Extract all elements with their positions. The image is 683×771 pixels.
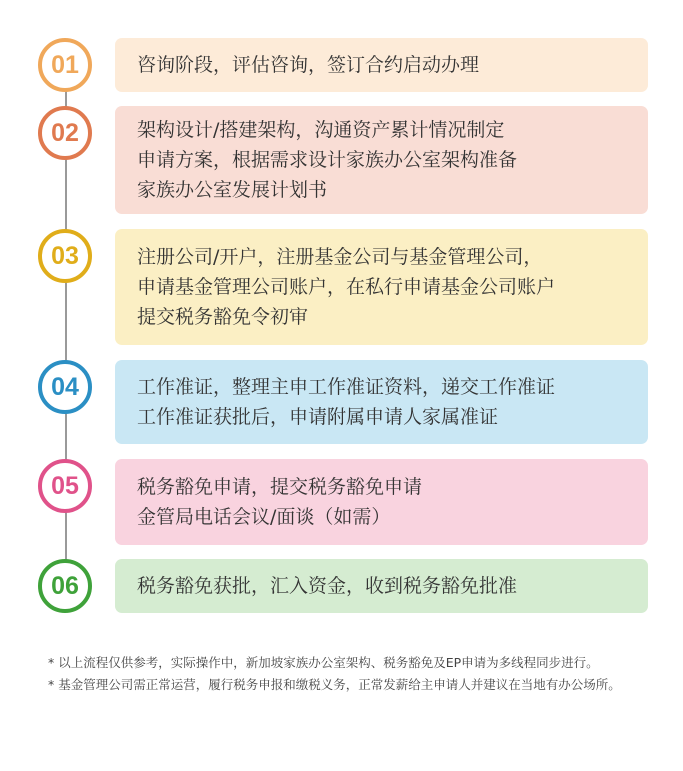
step-number-badge: 06 (38, 559, 92, 613)
step-card (115, 559, 648, 613)
step-text-line: 申请方案，根据需求设计家族办公室架构准备 (137, 149, 518, 171)
step-text-line: 税务豁免申请，提交税务豁免申请 (137, 476, 423, 498)
footnotes (48, 652, 648, 696)
step-text-line: 税务豁免获批，汇入资金，收到税务豁免批准 (137, 575, 518, 597)
step-card (115, 38, 648, 92)
step-text-line: 提交税务豁免令初审 (137, 306, 309, 328)
step-text-line: 家族办公室发展计划书 (137, 179, 328, 201)
step-text-line: 工作准证，整理主申工作准证资料，递交工作准证 (137, 376, 556, 398)
step-text-line: 架构设计/搭建架构，沟通资产累计情况制定 (137, 119, 505, 141)
step-text-line: 金管局电话会议/面谈（如需） (137, 506, 391, 528)
step-number-badge: 02 (38, 106, 92, 160)
step-number-badge: 01 (38, 38, 92, 92)
step-number-badge: 03 (38, 229, 92, 283)
step-card (115, 106, 648, 214)
step-number-badge: 04 (38, 360, 92, 414)
step-card (115, 459, 648, 545)
step-number-badge: 05 (38, 459, 92, 513)
footnote-1: * 以上流程仅供参考，实际操作中，新加坡家族办公室架构、税务豁免及EP申请为多线程同步进行。 (48, 655, 599, 670)
step-card (115, 360, 648, 444)
step-text-line: 申请基金管理公司账户，在私行申请基金公司账户 (137, 276, 556, 298)
step-text-line: 咨询阶段，评估咨询，签订合约启动办理 (137, 54, 480, 76)
step-card (115, 229, 648, 345)
footnote-2: * 基金管理公司需正常运营，履行税务申报和缴税义务，正常发薪给主申请人并建议在当地有办公场所。 (48, 677, 621, 692)
step-text-line: 注册公司/开户，注册基金公司与基金管理公司， (137, 246, 543, 268)
step-text-line: 工作准证获批后，申请附属申请人家属准证 (137, 406, 499, 428)
